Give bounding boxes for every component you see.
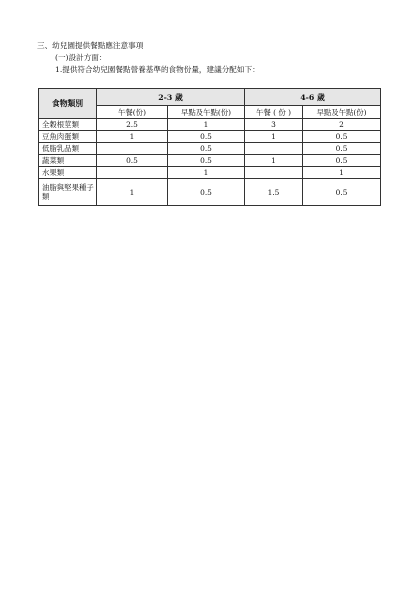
serving-value: 1 — [97, 131, 168, 143]
serving-value: 1 — [97, 179, 168, 206]
meal-header: 午餐(份) — [97, 106, 168, 119]
meal-header: 早點及午點(份) — [168, 106, 245, 119]
table-row — [39, 179, 381, 206]
serving-value: 1.5 — [245, 179, 303, 206]
food-category: 豆魚肉蛋類 — [39, 131, 97, 143]
serving-value: 0.5 — [303, 143, 381, 155]
serving-value — [245, 167, 303, 179]
table-row — [39, 143, 381, 155]
item-heading: 1.提供符合幼兒園餐點營養基準的食物份量，建議分配如下： — [55, 65, 260, 74]
table-header-row — [39, 89, 381, 106]
age-group-header: 2-3 歲 — [97, 89, 245, 106]
food-category: 全穀根莖類 — [39, 119, 97, 131]
food-category: 油脂與堅果種子類 — [39, 179, 97, 206]
serving-value — [245, 143, 303, 155]
serving-value: 1 — [168, 119, 245, 131]
serving-value — [97, 143, 168, 155]
serving-table — [38, 88, 381, 206]
food-category: 蔬菜類 — [39, 155, 97, 167]
meal-header: 早點及午點(份) — [303, 106, 381, 119]
food-category: 水果類 — [39, 167, 97, 179]
age-group-header: 4-6 歲 — [245, 89, 381, 106]
serving-value: 1 — [245, 155, 303, 167]
meal-header: 午餐 ( 份 ) — [245, 106, 303, 119]
table-row — [39, 119, 381, 131]
serving-value: 0.5 — [168, 179, 245, 206]
serving-value: 0.5 — [303, 155, 381, 167]
table-row — [39, 131, 381, 143]
corner-header: 食物類別 — [39, 89, 97, 119]
serving-value: 0.5 — [303, 179, 381, 206]
serving-value: 2 — [303, 119, 381, 131]
serving-value: 2.5 — [97, 119, 168, 131]
serving-value: 1 — [168, 167, 245, 179]
serving-value: 0.5 — [303, 131, 381, 143]
serving-value: 3 — [245, 119, 303, 131]
serving-value: 1 — [245, 131, 303, 143]
serving-value: 0.5 — [168, 143, 245, 155]
serving-value — [97, 167, 168, 179]
serving-value: 0.5 — [168, 155, 245, 167]
serving-value: 0.5 — [168, 131, 245, 143]
section-heading: 三、幼兒園提供餐點應注意事項 — [37, 41, 144, 50]
food-category: 低脂乳品類 — [39, 143, 97, 155]
serving-value: 1 — [303, 167, 381, 179]
subsection-heading: (一)設計方面： — [55, 53, 107, 62]
table-row — [39, 155, 381, 167]
serving-value: 0.5 — [97, 155, 168, 167]
table-row — [39, 167, 381, 179]
